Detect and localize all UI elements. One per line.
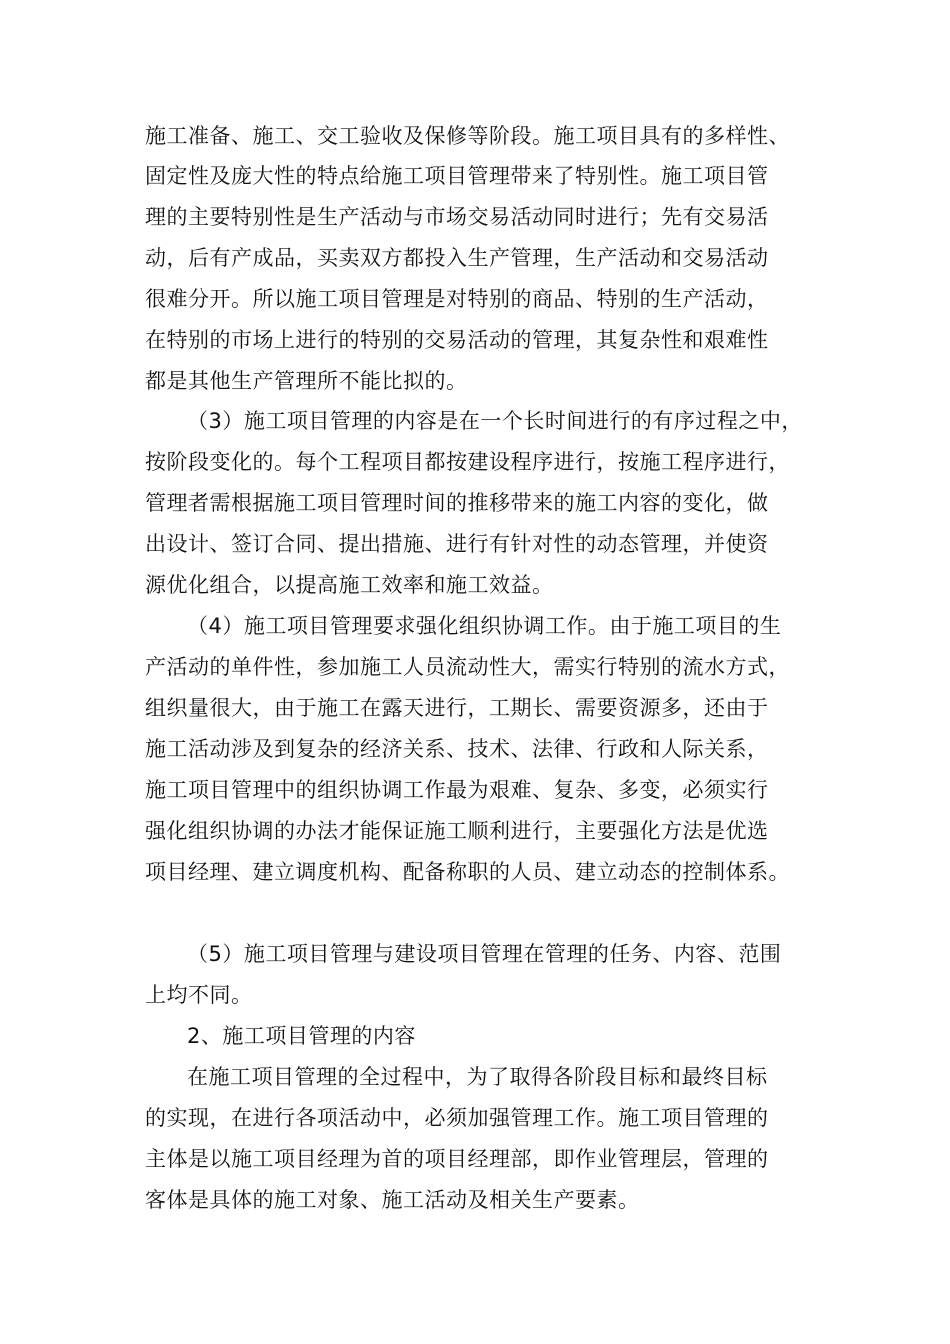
paragraph-5-start: （5）施工项目管理与建设项目管理在管理的任务、内容、范围	[187, 942, 782, 966]
paragraph-4-start: （4）施工项目管理要求强化组织协调工作。由于施工项目的生	[187, 614, 782, 638]
text-line: 客体是具体的施工对象、施工活动及相关生产要素。	[145, 1188, 640, 1212]
text-line: 主体是以施工项目经理为首的项目经理部，即作业管理层，管理的	[145, 1147, 769, 1171]
text-line: 理的主要特别性是生产活动与市场交易活动同时进行；先有交易活	[145, 205, 769, 229]
section-heading: 2、施工项目管理的内容	[187, 1024, 416, 1048]
text-line: 施工项目管理中的组织协调工作最为艰难、复杂、多变，必须实行	[145, 778, 769, 802]
text-line: 管理者需根据施工项目管理时间的推移带来的施工内容的变化，做	[145, 491, 769, 515]
text-line: 源优化组合，以提高施工效率和施工效益。	[145, 573, 554, 597]
text-line: 动，后有产成品，买卖双方都投入生产管理，生产活动和交易活动	[145, 246, 769, 270]
text-line: 按阶段变化的。每个工程项目都按建设程序进行，按施工程序进行，	[145, 450, 790, 474]
paragraph-3-start: （3）施工项目管理的内容是在一个长时间进行的有序过程之中，	[187, 409, 803, 433]
paragraph-start: 在施工项目管理的全过程中，为了取得各阶段目标和最终目标	[187, 1065, 768, 1089]
text-line: 上均不同。	[145, 983, 253, 1007]
text-line: 固定性及庞大性的特点给施工项目管理带来了特别性。施工项目管	[145, 164, 769, 188]
text-line: 组织量很大，由于施工在露天进行，工期长、需要资源多，还由于	[145, 696, 769, 720]
text-line: 出设计、签订合同、提出措施、进行有针对性的动态管理，并使资	[145, 532, 769, 556]
text-line: 项目经理、建立调度机构、配备称职的人员、建立动态的控制体系。	[145, 860, 790, 884]
text-line: 施工准备、施工、交工验收及保修等阶段。施工项目具有的多样性、	[145, 124, 790, 148]
text-line: 施工活动涉及到复杂的经济关系、技术、法律、行政和人际关系，	[145, 737, 769, 761]
text-line: 强化组织协调的办法才能保证施工顺利进行，主要强化方法是优选	[145, 819, 769, 843]
text-line: 的实现，在进行各项活动中，必须加强管理工作。施工项目管理的	[145, 1106, 769, 1130]
text-line: 很难分开。所以施工项目管理是对特别的商品、特别的生产活动，	[145, 287, 769, 311]
text-line: 产活动的单件性，参加施工人员流动性大，需实行特别的流水方式，	[145, 655, 790, 679]
text-line: 在特别的市场上进行的特别的交易活动的管理，其复杂性和艰难性	[145, 328, 769, 352]
text-line: 都是其他生产管理所不能比拟的。	[145, 369, 468, 393]
